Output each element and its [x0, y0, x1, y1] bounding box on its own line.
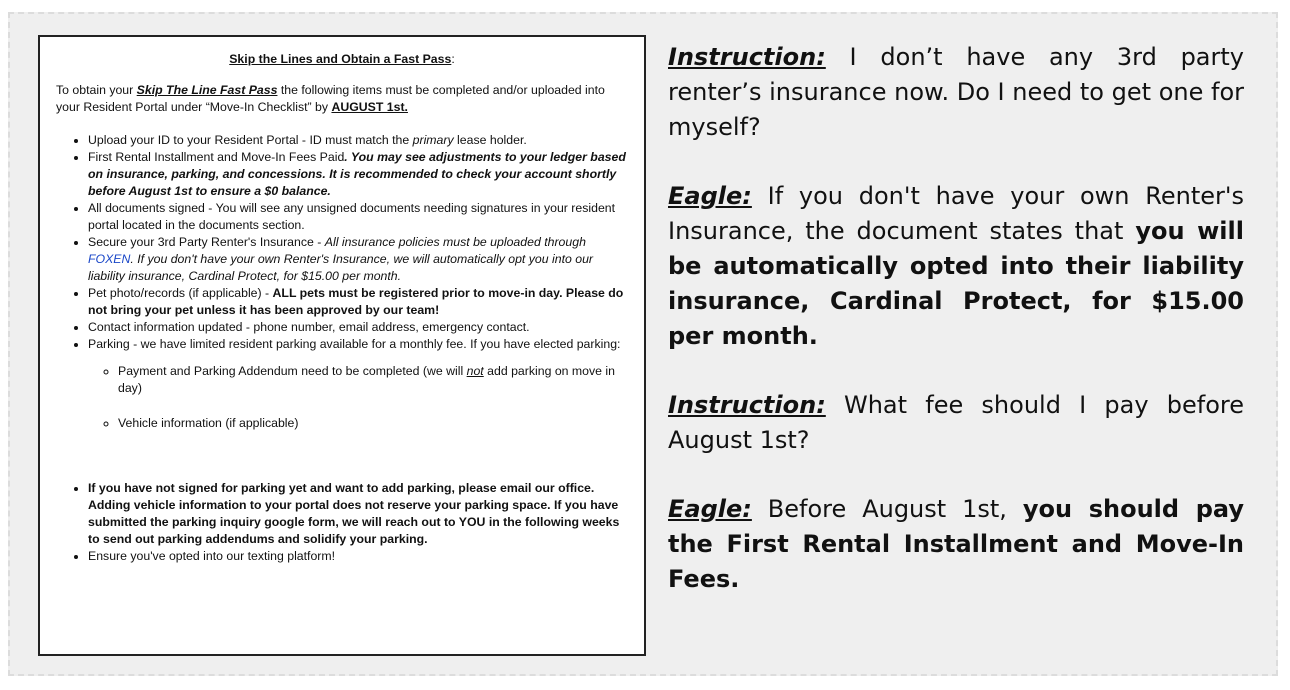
- list-item: • Contact information updated - phone number, email address, emergency contact.: [88, 319, 628, 336]
- foxen-link[interactable]: FOXEN: [88, 252, 131, 266]
- list-item: ◦ Payment and Parking Addendum need to be completed (we will not add parking on move in day): [118, 363, 628, 397]
- answer-2: Eagle: Before August 1st, you should pay the First Rental Installment and Move-In Fees.: [668, 495, 1244, 593]
- list-item: • Ensure you've opted into our texting platform!: [88, 548, 628, 565]
- checklist-continued: [56, 480, 628, 565]
- parking-sublist: [88, 363, 628, 432]
- question-2: Instruction: What fee should I pay before August 1st?: [668, 391, 1244, 454]
- qa-panel: [668, 40, 1244, 631]
- answer-1: Eagle: If you don't have your own Renter's Insurance, the document states that you will be automatically opted into their liability insurance, Cardinal Protect, for $15.00 per month.: [668, 182, 1244, 350]
- checklist: [56, 132, 628, 432]
- list-item: • Pet photo/records (if applicable) - ALL pets must be registered prior to move-in day. Please do not bring your pet unless it has been approved by our team!: [88, 285, 628, 319]
- question-1: Instruction: I don’t have any 3rd party renter’s insurance now. Do I need to get one for myself?: [668, 43, 1244, 141]
- document-title: Skip the Lines and Obtain a Fast Pass:: [229, 52, 455, 66]
- list-item: • Parking - we have limited resident parking available for a monthly fee. If you have elected parking: ◦ Payment and Parking Addendum need to be completed (we will not add parking on move in day) ◦ Vehicle information (if applicable): [88, 336, 628, 432]
- list-item: ◦ Vehicle information (if applicable): [118, 415, 628, 432]
- list-item: • All documents signed - You will see any unsigned documents needing signatures in your resident portal located in the documents section.: [88, 200, 628, 234]
- document-intro: To obtain your Skip The Line Fast Pass the following items must be completed and/or uploaded into your Resident Portal under “Move-In Checklist” by AUGUST 1st.: [56, 83, 605, 114]
- list-item: • Upload your ID to your Resident Portal - ID must match the primary lease holder.: [88, 132, 628, 149]
- document-panel: [38, 35, 646, 656]
- list-item: • If you have not signed for parking yet and want to add parking, please email our office. Adding vehicle information to your portal does not reserve your parking space. If you have submitted the parking inquiry google form, we will reach out to YOU in the following weeks to send out parking addendums and solidify your parking.: [88, 480, 628, 548]
- list-item: • First Rental Installment and Move-In Fees Paid. You may see adjustments to your ledger based on insurance, parking, and concessions. It is recommended to check your account shortly before August 1st to ensure a $0 balance.: [88, 149, 628, 200]
- list-item: • Secure your 3rd Party Renter's Insurance - All insurance policies must be uploaded through FOXEN. If you don't have your own Renter's Insurance, we will automatically opt you into our liability insurance, Cardinal Protect, for $15.00 per month.: [88, 234, 628, 285]
